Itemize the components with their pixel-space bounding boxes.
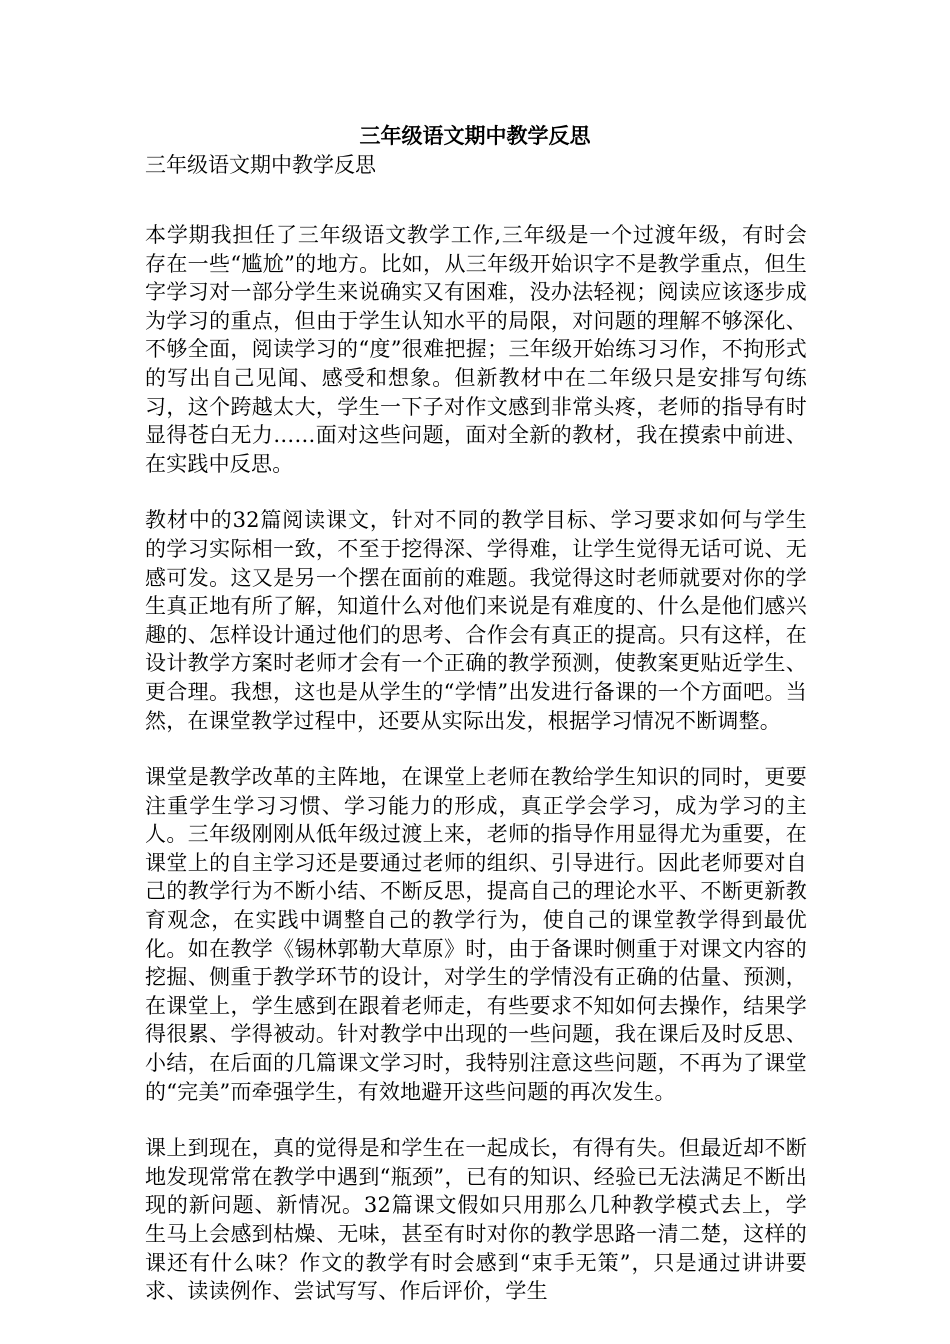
document-subtitle: 三年级语文期中教学反思 <box>145 153 376 177</box>
paragraph-2: 教材中的32篇阅读课文，针对不同的教学目标、学习要求如何与学生的学习实际相一致，不至于挖得深、学得难，让学生觉得无话可说、无感可发。这又是另一个摆在面前的难题。我觉得这时老师就要对你的学生真正地有所了解，知道什么对他们来说是有难度的、什么是他们感兴趣的、怎样设计通过他们的思考、合作会有真正的提高。只有这样，在设计教学方案时老师才会有一个正确的教学预测，使教案更贴近学生、更合理。我想，这也是从学生的“学情”出发进行备课的一个方面吧。当然，在课堂教学过程中，还要从实际出发，根据学习情况不断调整。 <box>145 508 807 733</box>
document-title: 三年级语文期中教学反思 <box>359 123 591 148</box>
paragraph-1: 本学期我担任了三年级语文教学工作,三年级是一个过渡年级，有时会存在一些“尴尬”的地方。比如，从三年级开始识字不是教学重点，但生字学习对一部分学生来说确实又有困难，没办法轻视；阅读应该逐步成为学习的重点，但由于学生认知水平的局限，对问题的理解不够深化、不够全面，阅读学习的“度”很难把握；三年级开始练习习作，不拘形式的写出自己见闻、感受和想象。但新教材中在二年级只是安排写句练习，这个跨越太大，学生一下子对作文感到非常头疼，老师的指导有时显得苍白无力……面对这些问题，面对全新的教材，我在摸索中前进、在实践中反思。 <box>145 223 807 476</box>
paragraph-3: 课堂是教学改革的主阵地，在课堂上老师在教给学生知识的同时，更要注重学生学习习惯、学习能力的形成，真正学会学习，成为学习的主人。三年级刚刚从低年级过渡上来，老师的指导作用显得尤为重要，在课堂上的自主学习还是要通过老师的组织、引导进行。因此老师要对自己的教学行为不断小结、不断反思，提高自己的理论水平、不断更新教育观念，在实践中调整自己的教学行为，使自己的课堂教学得到最优化。如在教学《锡林郭勒大草原》时，由于备课时侧重于对课文内容的挖掘、侧重于教学环节的设计，对学生的学情没有正确的估量、预测，在课堂上，学生感到在跟着老师走，有些要求不知如何去操作，结果学得很累、学得被动。针对教学中出现的一些问题，我在课后及时反思、小结，在后面的几篇课文学习时，我特别注意这些问题，不再为了课堂的“完美”而牵强学生，有效地避开这些问题的再次发生。 <box>145 765 807 1104</box>
document-body <box>145 221 807 1334</box>
paragraph-4: 课上到现在，真的觉得是和学生在一起成长，有得有失。但最近却不断地发现常常在教学中遇到“瓶颈”，已有的知识、经验已无法满足不断出现的新问题、新情况。32篇课文假如只用那么几种教学模式去上，学生马上会感到枯燥、无味，甚至有时对你的教学思路一清二楚，这样的课还有什么味？作文的教学有时会感到“束手无策”，只是通过讲讲要求、读读例作、尝试写写、作后评价，学生 <box>145 1136 807 1304</box>
